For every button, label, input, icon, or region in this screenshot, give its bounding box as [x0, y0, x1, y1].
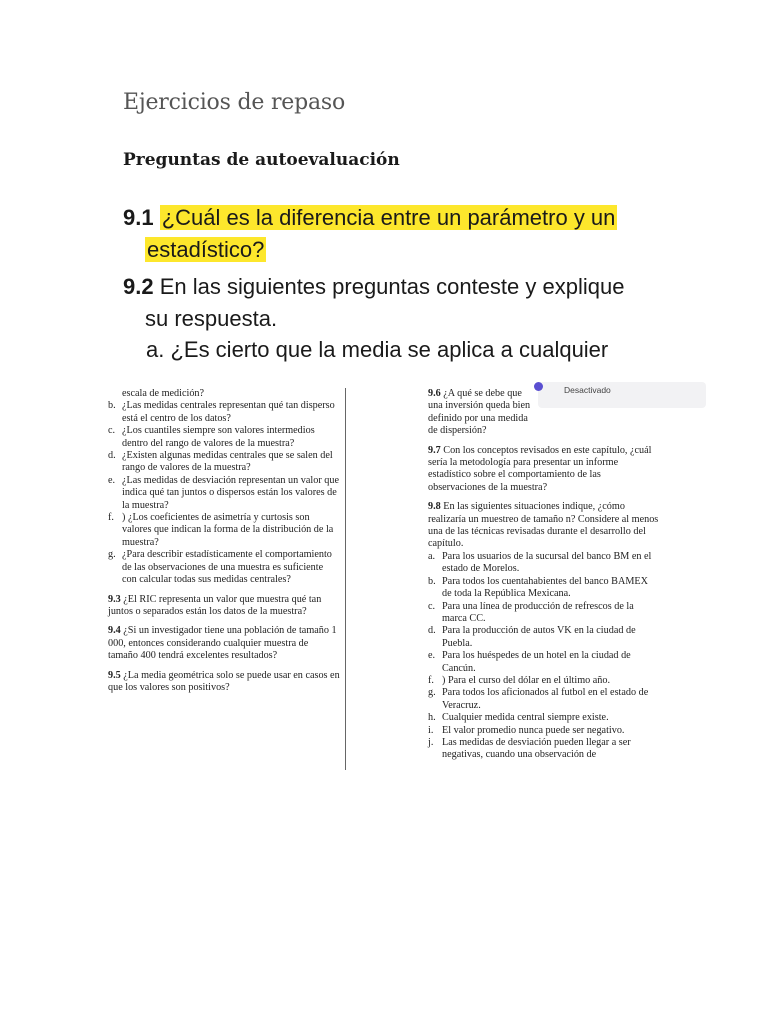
list-item-text: Para los usuarios de la sucursal del banco BM en el estado de Morelos. — [442, 550, 652, 575]
list-item-text: Para los huéspedes de un hotel en la ciudad de Cancún. — [442, 650, 631, 674]
list-item-text: ¿Los cuantiles siempre son valores intermedios dentro del rango de valores de la muestra? — [122, 425, 315, 449]
list-item-label: f. — [428, 674, 434, 686]
status-badge-label: Desactivado — [564, 385, 611, 395]
list-item-label: b. — [108, 400, 116, 412]
list-item — [108, 549, 340, 586]
list-item-label: g. — [428, 687, 436, 699]
list-item — [428, 737, 660, 762]
question-9-3: 9.3 ¿El RIC representa un valor que muestra qué tan juntos o separados están los datos de la muestra? — [108, 593, 322, 617]
list-item — [108, 425, 340, 450]
list-item-text: Para todos los cuentahabientes del banco BAMEX de toda la República Mexicana. — [442, 575, 648, 600]
list-item-label: h. — [428, 712, 436, 724]
left-column — [108, 388, 340, 694]
highlighted-text: ¿Cuál es la diferencia entre un parámetro y un — [161, 205, 616, 230]
list-item-label: i. — [428, 724, 434, 736]
list-item — [108, 512, 340, 549]
list-item — [428, 725, 660, 737]
list-item-text: El valor promedio nunca puede ser negativo. — [442, 724, 625, 736]
list-item — [108, 450, 340, 475]
list-item — [428, 687, 660, 712]
question-9-1 — [123, 202, 623, 266]
list-item-text: Cualquier medida central siempre existe. — [442, 712, 609, 724]
list-item — [428, 601, 660, 626]
list-item — [108, 400, 340, 425]
list-item — [428, 625, 660, 650]
list-item-label: f. — [108, 512, 114, 524]
list-item — [428, 712, 660, 724]
list-item-text: ¿Las medidas de desviación representan un valor que indica qué tan juntos o dispersos están los valores de la muestra? — [122, 474, 339, 511]
question-9-8: 9.8 En las siguientes situaciones indique, ¿cómo realizaría un muestreo de tamaño n? Considere al menos una de las técnicas revisadas durante el desarrollo del capítulo. — [428, 501, 659, 550]
highlighted-text-cont: estadístico? — [147, 237, 265, 262]
column-divider — [345, 388, 346, 770]
question-9-7: 9.7 Con los conceptos revisados en este capítulo, ¿cuál sería la metodología para presentar un informe estadístico sobre el comportamiento de las observaciones de la muestra? — [428, 444, 652, 493]
list-item-label: e. — [428, 650, 436, 662]
question-9-6: 9.6 ¿A qué se debe que una inversión queda bien definido por una medida de dispersión? — [428, 388, 531, 437]
list-item-text: ¿Para describir estadísticamente el comportamiento de las observaciones de una muestra es suficiente con calcular todas sus medidas centrales? — [122, 549, 332, 586]
question-9-2 — [123, 271, 633, 335]
list-item-text: ¿Las medidas centrales representan qué tan disperso está el centro de los datos? — [122, 400, 335, 424]
question-number: 9.2 — [123, 274, 154, 299]
section-heading: Preguntas de autoevaluación — [123, 150, 400, 170]
list-item — [428, 551, 660, 576]
list-item-text: Para la producción de autos VK en la ciudad de Puebla. — [442, 625, 636, 649]
right-column — [428, 385, 660, 762]
list-item-label: g. — [108, 549, 116, 561]
status-badge[interactable] — [538, 382, 706, 408]
list-item-label: j. — [428, 736, 434, 748]
list-item-label: a. — [428, 550, 436, 562]
list-item — [108, 475, 340, 512]
list-item-text: Las medidas de desviación pueden llegar a ser negativas, cuando una observación de — [442, 736, 631, 761]
list-item-text: ) Para el curso del dólar en el último año. — [442, 674, 611, 686]
question-text-cont: su respuesta. — [145, 306, 278, 331]
list-item-label: e. — [108, 474, 116, 486]
scanned-page-excerpt — [108, 385, 660, 778]
list-item-label: d. — [428, 625, 436, 637]
question-text: En las siguientes preguntas conteste y explique — [159, 274, 625, 299]
question-9-5: 9.5 ¿La media geométrica solo se puede usar en casos en que los valores son positivos? — [108, 669, 340, 693]
list-item-label: d. — [108, 450, 116, 462]
list-item-text: Para una línea de producción de refrescos de la marca CC. — [442, 600, 634, 624]
list-item-label: c. — [428, 600, 436, 612]
list-item-label: c. — [108, 425, 116, 437]
list-item — [428, 650, 660, 675]
list-item-text: ¿Existen algunas medidas centrales que se salen del rango de valores de la muestra? — [122, 450, 333, 474]
page-title: Ejercicios de repaso — [123, 90, 346, 115]
status-dot-icon — [534, 382, 543, 391]
question-number: 9.1 — [123, 205, 154, 230]
list-item-text: Para todos los aficionados al futbol en el estado de Veracruz. — [442, 687, 649, 711]
question-9-4: 9.4 ¿Si un investigador tiene una población de tamaño 1 000, entonces considerando cualquier muestra de tamaño 400 tendrá excelentes resultados? — [108, 625, 337, 662]
list-item: escala de medición? — [122, 388, 205, 399]
list-item-text: ) ¿Los coeficientes de asimetría y curtosis son valores que indican la forma de la distribución de la muestra? — [122, 512, 334, 548]
list-item — [428, 576, 660, 601]
question-9-2-item-a: a. ¿Es cierto que la media se aplica a cualquier — [146, 337, 609, 362]
list-item — [428, 675, 660, 687]
list-item-label: b. — [428, 575, 436, 587]
